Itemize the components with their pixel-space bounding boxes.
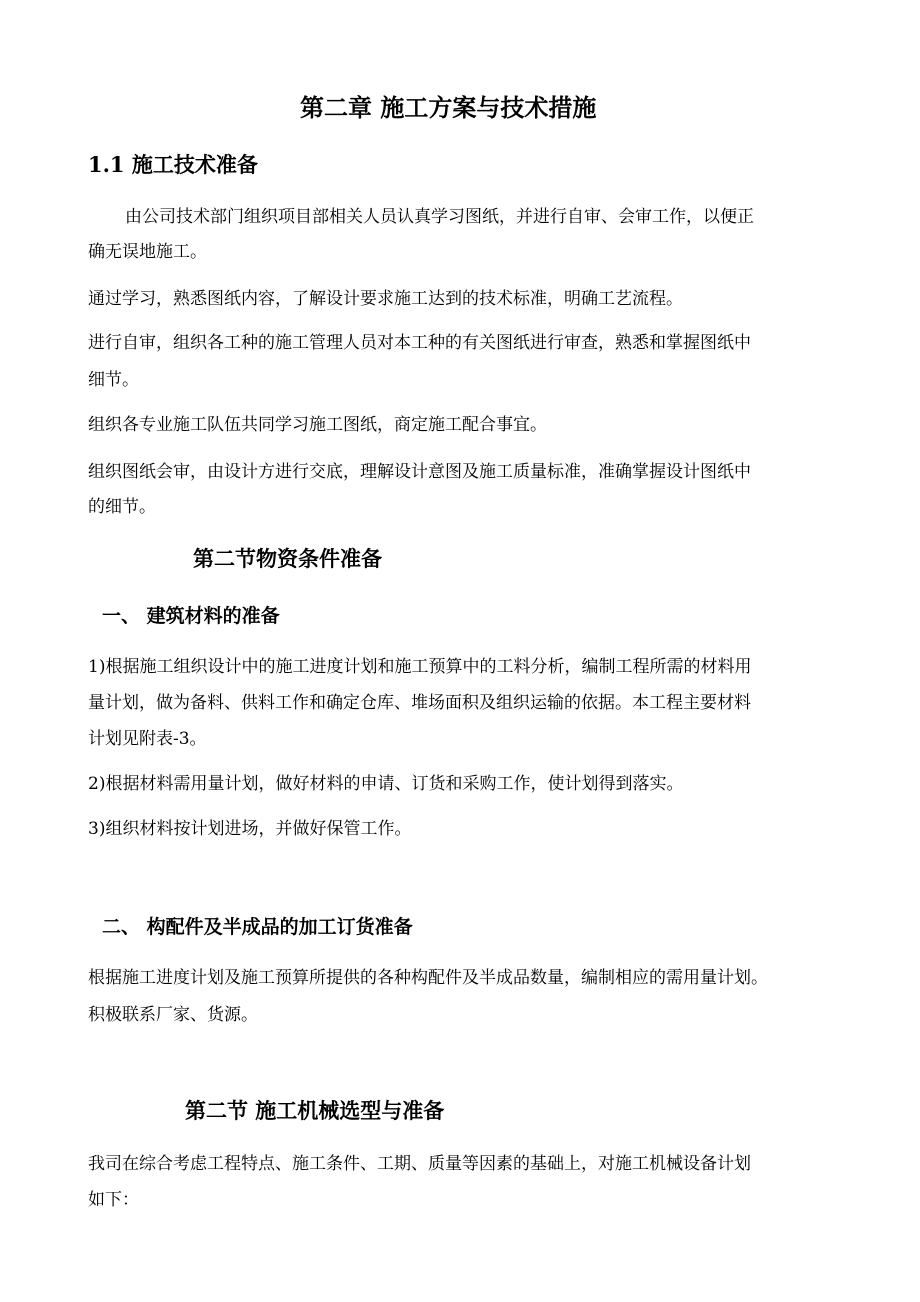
paragraph-line: 进行自审，组织各工种的施工管理人员对本工种的有关图纸进行审查，熟悉和掌握图纸中 xyxy=(88,333,751,353)
section-heading-materials: 第二节物资条件准备 xyxy=(193,546,382,571)
paragraph-line: 由公司技术部门组织项目部相关人员认真学习图纸，并进行自审、会审工作，以便正 xyxy=(125,207,754,227)
paragraph-line: 如下： xyxy=(88,1190,139,1210)
list-item-line: 1)根据施工组织设计中的施工进度计划和施工预算中的工料分析，编制工程所需的材料用 xyxy=(88,657,752,677)
paragraph-line: 组织图纸会审，由设计方进行交底，理解设计意图及施工质量标准，准确掌握设计图纸中 xyxy=(88,462,751,482)
list-item-line: 量计划，做为备料、供料工作和确定仓库、堆场面积及组织运输的依据。本工程主要材料 xyxy=(88,693,751,713)
section-heading-machinery: 第二节 施工机械选型与准备 xyxy=(185,1098,445,1123)
paragraph-line: 细节。 xyxy=(88,370,139,390)
paragraph-line: 根据施工进度计划及施工预算所提供的各种构配件及半成品数量，编制相应的需用量计划。 xyxy=(88,968,768,988)
list-item-line: 2)根据材料需用量计划，做好材料的申请、订货和采购工作，使计划得到落实。 xyxy=(88,774,684,794)
list-item-line: 计划见附表-3。 xyxy=(88,729,207,749)
paragraph-line: 通过学习，熟悉图纸内容，了解设计要求施工达到的技术标准，明确工艺流程。 xyxy=(88,289,683,309)
paragraph-line: 组织各专业施工队伍共同学习施工图纸，商定施工配合事宜。 xyxy=(88,415,547,435)
paragraph-line: 的细节。 xyxy=(88,497,156,517)
chapter-title: 第二章 施工方案与技术措施 xyxy=(300,93,597,122)
paragraph-line: 我司在综合考虑工程特点、施工条件、工期、质量等因素的基础上，对施工机械设备计划 xyxy=(88,1154,751,1174)
section-heading-technical-prep: 1.1 施工技术准备 xyxy=(88,152,258,177)
subsection-heading-building-materials: 一、 建筑材料的准备 xyxy=(102,605,280,627)
paragraph-line: 确无误地施工。 xyxy=(88,242,207,262)
subsection-heading-components: 二、 构配件及半成品的加工订货准备 xyxy=(102,916,413,938)
paragraph-line: 积极联系厂家、货源。 xyxy=(88,1005,258,1025)
list-item-line: 3)组织材料按计划进场，并做好保管工作。 xyxy=(88,819,412,839)
